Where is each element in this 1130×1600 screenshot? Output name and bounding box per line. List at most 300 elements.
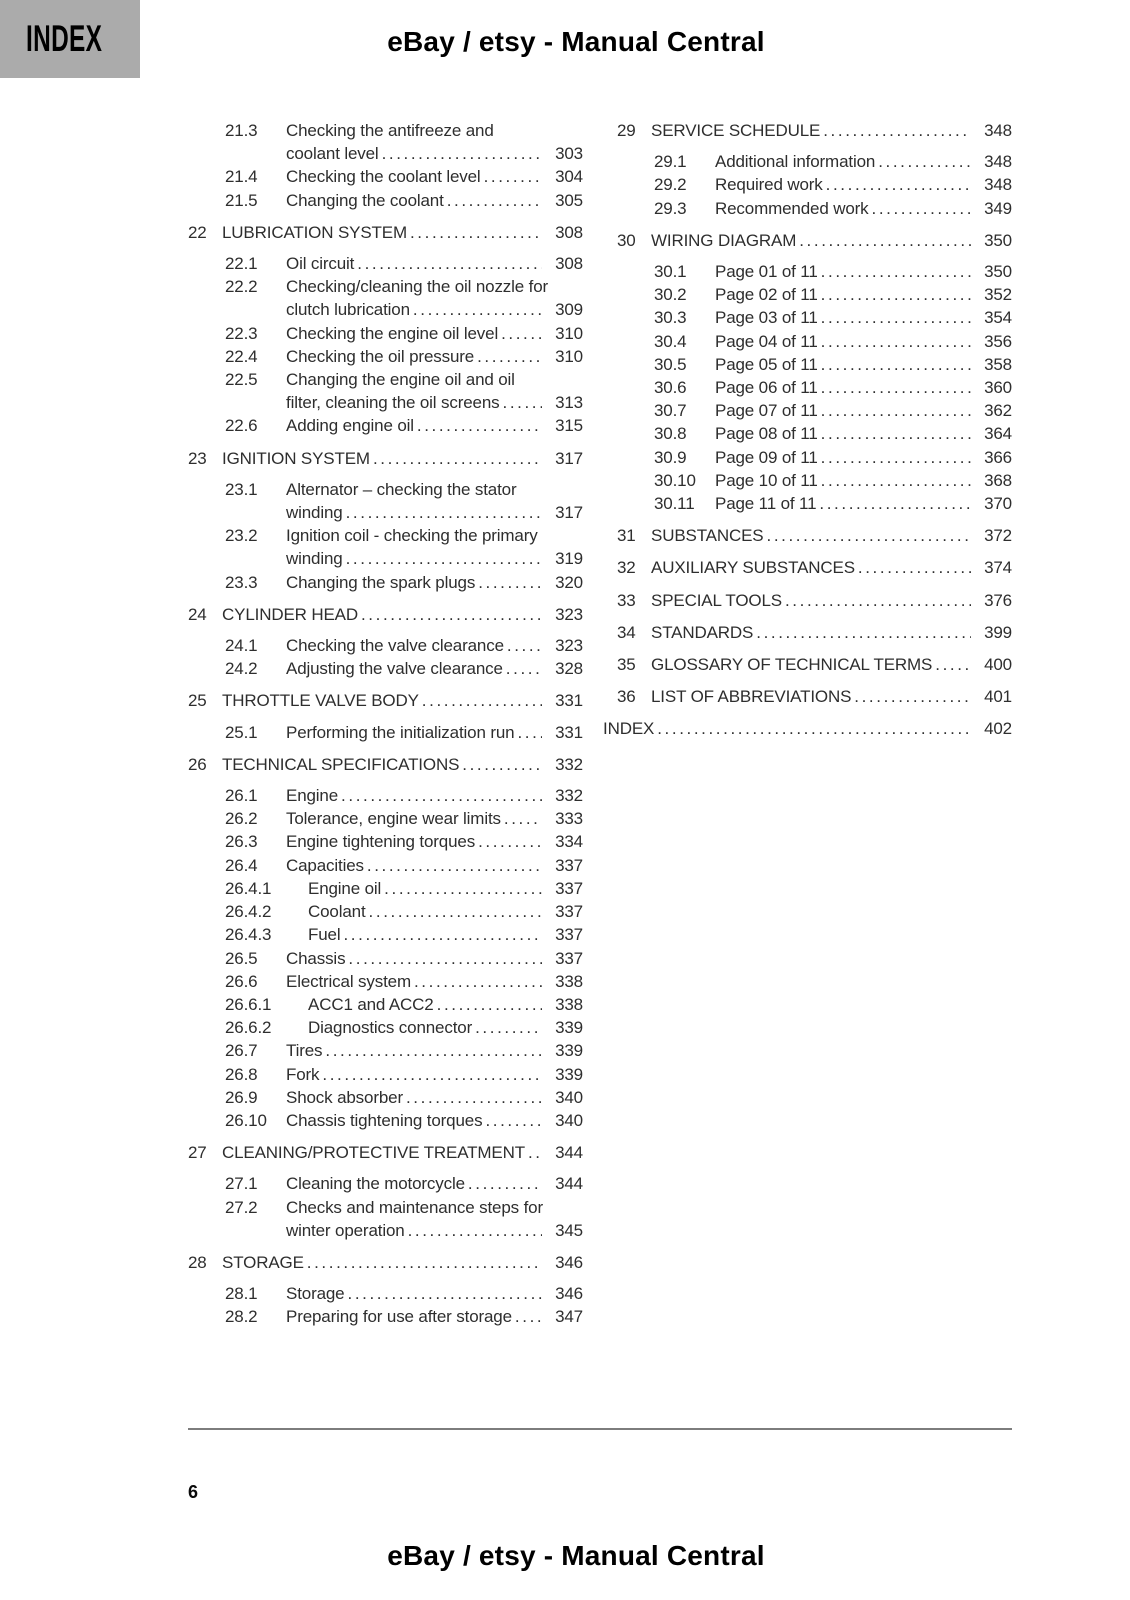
toc-entry	[225, 830, 583, 853]
toc-entry-title: TECHNICAL SPECIFICATIONS	[222, 754, 460, 774]
toc-entry-title: Tires	[286, 1041, 323, 1061]
toc-entry-page: 346	[555, 1252, 583, 1272]
toc-entry	[654, 492, 1012, 515]
toc-entry-number: 26.4.1	[225, 878, 272, 898]
toc-entry-number: 32	[617, 558, 636, 578]
dot-leader	[341, 784, 542, 807]
toc-entry	[188, 753, 583, 776]
toc-entry-number: 24.1	[225, 636, 258, 656]
toc-entry-page: 310	[555, 346, 583, 366]
toc-entry-number: 30.11	[654, 494, 695, 514]
toc-entry-page: 400	[984, 655, 1012, 675]
toc-entry	[617, 556, 1012, 579]
toc-entry	[225, 970, 583, 993]
dot-leader	[819, 492, 971, 515]
toc-entry-page: 331	[555, 691, 583, 711]
toc-entry	[617, 119, 1012, 142]
toc-entry-page: 338	[555, 994, 583, 1014]
dot-leader	[406, 1086, 542, 1109]
footer-divider	[188, 1428, 1012, 1430]
toc-entry-number: 25	[188, 691, 207, 711]
toc-entry-number: 26.5	[225, 948, 258, 968]
toc-entry-title: Page 07 of 11	[715, 401, 818, 421]
toc-entry-title: INDEX	[603, 719, 655, 739]
toc-entry-page: 348	[984, 175, 1012, 195]
toc-entry	[188, 447, 583, 470]
toc-entry-title: Page 03 of 11	[715, 308, 818, 328]
toc-entry	[188, 221, 583, 244]
toc-entry-page: 315	[555, 416, 583, 436]
toc-entry-title: coolant level	[286, 144, 379, 164]
toc-entry-title: Chassis tightening torques	[286, 1110, 483, 1130]
toc-entry-title: Page 11 of 11	[715, 494, 817, 514]
toc-entry-title: Page 01 of 11	[715, 262, 818, 282]
toc-entry-number: 26.10	[225, 1110, 267, 1130]
toc-entry-title: Preparing for use after storage	[286, 1307, 512, 1327]
toc-entry	[654, 173, 1012, 196]
toc-entry	[225, 119, 583, 165]
toc-entry	[225, 900, 583, 923]
toc-entry-page: 401	[984, 687, 1012, 707]
toc-entry	[654, 283, 1012, 306]
toc-entry-number: 30.5	[654, 354, 687, 374]
toc-entry	[225, 993, 583, 1016]
toc-entry-page: 364	[984, 424, 1012, 444]
toc-entry-number: 26	[188, 754, 207, 774]
toc-entry	[225, 854, 583, 877]
dot-leader	[826, 173, 971, 196]
toc-entry-page: 350	[984, 262, 1012, 282]
toc-entry	[225, 1063, 583, 1086]
toc-entry-title: Storage	[286, 1284, 345, 1304]
toc-entry	[617, 524, 1012, 547]
dot-leader	[785, 589, 971, 612]
toc-entry-title: THROTTLE VALVE BODY	[222, 691, 419, 711]
toc-entry-number: 23	[188, 448, 207, 468]
toc-entry-number: 26.1	[225, 786, 258, 806]
toc-entry-number: 30.8	[654, 424, 687, 444]
toc-entry-page: 331	[555, 722, 583, 742]
toc-entry-title: Engine	[286, 786, 339, 806]
toc-entry-number: 22.3	[225, 323, 258, 343]
toc-entry	[654, 399, 1012, 422]
toc-entry-number: 30.1	[654, 262, 687, 282]
toc-entry	[225, 634, 583, 657]
toc-entry-page: 310	[555, 323, 583, 343]
toc-entry-page: 304	[555, 167, 583, 187]
toc-entry	[225, 1086, 583, 1109]
toc-entry-number: 26.3	[225, 832, 258, 852]
toc-entry-title: SPECIAL TOOLS	[651, 590, 782, 610]
toc-entry-title: Performing the initialization run	[286, 722, 515, 742]
toc-entry-number: 22	[188, 222, 207, 242]
toc-column	[603, 119, 1012, 1329]
toc-entry-title: Page 08 of 11	[715, 424, 818, 444]
toc-entry-number: 26.6	[225, 971, 258, 991]
toc-entry-number: 30.2	[654, 285, 687, 305]
dot-leader	[478, 830, 542, 853]
toc-entry	[617, 229, 1012, 252]
toc-entry-title: clutch lubrication	[286, 300, 410, 320]
toc-entry-title: Checking the antifreeze and	[286, 121, 494, 140]
dot-leader	[485, 1109, 542, 1132]
toc-entry-title: STORAGE	[222, 1252, 304, 1272]
toc-entry-title: Page 09 of 11	[715, 447, 818, 467]
toc-entry	[225, 1016, 583, 1039]
toc-entry-number: 36	[617, 687, 636, 707]
toc-entry-number: 23.3	[225, 572, 258, 592]
footer-title: eBay / etsy - Manual Central	[387, 1540, 765, 1571]
toc-entry-title: Page 04 of 11	[715, 331, 818, 351]
toc-entry-number: 22.1	[225, 254, 258, 274]
toc-entry	[617, 653, 1012, 676]
toc-entry	[654, 446, 1012, 469]
toc-entry-title: Required work	[715, 175, 823, 195]
dot-leader	[935, 653, 971, 676]
toc-entry-page: 339	[555, 1018, 583, 1038]
toc-entry-number: 22.5	[225, 370, 258, 390]
toc-entry	[225, 189, 583, 212]
toc-entry-title: Oil circuit	[286, 254, 355, 274]
dot-leader	[821, 353, 971, 376]
dot-leader	[821, 399, 971, 422]
toc-entry-page: 374	[984, 558, 1012, 578]
toc-entry-title: Checking the valve clearance	[286, 636, 504, 656]
dot-leader	[382, 142, 542, 165]
toc-entry-title: CLEANING/PROTECTIVE TREATMENT	[222, 1143, 525, 1163]
toc-entry-title: Changing the spark plugs	[286, 572, 476, 592]
toc-entry-number: 26.2	[225, 809, 258, 829]
dot-leader	[346, 547, 542, 570]
dot-leader	[821, 306, 971, 329]
dot-leader	[515, 1305, 542, 1328]
toc-entry	[654, 197, 1012, 220]
dot-leader	[343, 923, 542, 946]
toc-entry-page: 333	[555, 809, 583, 829]
toc-entry	[654, 330, 1012, 353]
toc-entry	[188, 1141, 583, 1164]
dot-leader	[506, 657, 542, 680]
toc-entry	[225, 1039, 583, 1062]
toc-entry-title: Fuel	[308, 925, 341, 945]
toc-entry-title: Page 02 of 11	[715, 285, 818, 305]
toc-entry	[617, 589, 1012, 612]
toc-entry-number: 29.1	[654, 152, 687, 172]
dot-leader	[468, 1172, 542, 1195]
toc-entry-number: 23.2	[225, 526, 258, 546]
toc-entry-page: 337	[555, 878, 583, 898]
toc-entry-title: Page 06 of 11	[715, 378, 818, 398]
toc-entry-page: 340	[555, 1110, 583, 1130]
toc-entry	[225, 1282, 583, 1305]
toc-entry-title: winding	[286, 549, 343, 569]
toc-entry	[225, 275, 583, 321]
toc-entry	[225, 252, 583, 275]
toc-entry-title: winding	[286, 503, 343, 523]
toc-entry-page: 309	[555, 300, 583, 320]
toc-entry	[225, 807, 583, 830]
dot-leader	[517, 721, 542, 744]
toc-entry-page: 372	[984, 526, 1012, 546]
toc-entry-page: 399	[984, 622, 1012, 642]
dot-leader	[799, 229, 971, 252]
toc-entry-number: 26.8	[225, 1064, 258, 1084]
toc-entry-number: 30.6	[654, 378, 687, 398]
toc-entry-number: 26.9	[225, 1087, 258, 1107]
toc-entry-page: 305	[555, 190, 583, 210]
dot-leader	[322, 1063, 542, 1086]
toc-entry-title: Diagnostics connector	[308, 1018, 473, 1038]
dot-leader	[346, 501, 542, 524]
toc-entry-title: Chassis	[286, 948, 346, 968]
toc-entry-number: 26.4.3	[225, 925, 272, 945]
toc-entry	[225, 1172, 583, 1195]
toc-entry-title: Cleaning the motorcycle	[286, 1174, 465, 1194]
toc-entry-number: 28.2	[225, 1307, 258, 1327]
toc-entry-page: 334	[555, 832, 583, 852]
toc-entry	[225, 322, 583, 345]
toc-entry-page: 339	[555, 1064, 583, 1084]
dot-leader	[504, 807, 542, 830]
toc-entry-title: Changing the coolant	[286, 190, 444, 210]
dot-leader	[348, 1282, 543, 1305]
toc-entry	[225, 657, 583, 680]
dot-leader	[422, 689, 542, 712]
toc-entry-title: STANDARDS	[651, 622, 754, 642]
dot-leader	[854, 685, 971, 708]
toc-entry	[654, 376, 1012, 399]
toc-entry	[654, 260, 1012, 283]
toc-entry-number: 30.7	[654, 401, 687, 421]
toc-entry-page: 362	[984, 401, 1012, 421]
toc-entry-title: SUBSTANCES	[651, 526, 764, 546]
toc-entry-number: 23.1	[225, 479, 258, 499]
dot-leader	[484, 165, 542, 188]
toc-entry	[188, 1251, 583, 1274]
dot-leader	[501, 322, 542, 345]
toc-entry	[225, 947, 583, 970]
dot-leader	[367, 854, 542, 877]
dot-leader	[821, 376, 971, 399]
toc-entry-number: 26.4.2	[225, 902, 272, 922]
toc-entry-title: Alternator – checking the stator	[286, 479, 517, 499]
toc-entry-title: Ignition coil - checking the primary	[286, 526, 538, 546]
dot-leader	[413, 298, 542, 321]
index-tab-label: INDEX	[26, 18, 103, 59]
toc-entry-title: SERVICE SCHEDULE	[651, 121, 821, 140]
toc-entry-page: 308	[555, 222, 583, 242]
dot-leader	[410, 221, 542, 244]
toc-entry-title: Shock absorber	[286, 1087, 403, 1107]
page-number: 6	[188, 1482, 199, 1502]
toc-entry-page: 346	[555, 1284, 583, 1304]
toc-entry-title: filter, cleaning the oil screens	[286, 393, 500, 413]
toc-entry-page: 368	[984, 470, 1012, 490]
dot-leader	[437, 993, 542, 1016]
toc-entry-page: 402	[984, 719, 1012, 739]
dot-leader	[414, 970, 542, 993]
toc-entry-number: 24.2	[225, 659, 258, 679]
toc-entry-page: 303	[555, 144, 583, 164]
toc-entry-page: 320	[555, 572, 583, 592]
toc-column	[188, 119, 583, 1329]
toc-entry-page: 350	[984, 230, 1012, 250]
toc-entry-number: 26.6.1	[225, 994, 272, 1014]
toc-entry	[188, 603, 583, 626]
toc-entry-title: Checking the coolant level	[286, 167, 481, 187]
toc-entry-title: Tolerance, engine wear limits	[286, 809, 501, 829]
dot-leader	[348, 947, 542, 970]
dot-leader	[878, 150, 971, 173]
toc-entry-number: 28.1	[225, 1284, 258, 1304]
toc-entry-number: 24	[188, 604, 207, 624]
dot-leader	[357, 252, 542, 275]
toc-entry-number: 22.4	[225, 346, 258, 366]
dot-leader	[872, 197, 972, 220]
toc-entry-number: 33	[617, 590, 636, 610]
toc-entry-page: 345	[555, 1220, 583, 1240]
toc-entry-title: Checks and maintenance steps for	[286, 1197, 543, 1217]
toc-entry-title: Coolant	[308, 902, 366, 922]
toc-entry-title: AUXILIARY SUBSTANCES	[651, 558, 855, 578]
dot-leader	[307, 1251, 542, 1274]
toc-entry-page: 339	[555, 1041, 583, 1061]
toc-entry-page: 337	[555, 855, 583, 875]
toc-entry-title: WIRING DIAGRAM	[651, 230, 797, 250]
toc-entry-title: Page 05 of 11	[715, 354, 818, 374]
toc-entry-title: Checking the oil pressure	[286, 346, 475, 366]
toc-entry-number: 25.1	[225, 722, 258, 742]
toc-entry-page: 317	[555, 503, 583, 523]
dot-leader	[821, 330, 971, 353]
toc-entry-title: CYLINDER HEAD	[222, 604, 358, 624]
dot-leader	[858, 556, 971, 579]
toc-entry-page: 348	[984, 152, 1012, 172]
toc-entry-title: GLOSSARY OF TECHNICAL TERMS	[651, 655, 933, 675]
toc-entry-number: 21.4	[225, 167, 258, 187]
dot-leader	[384, 877, 542, 900]
toc-entry-number: 30.4	[654, 331, 687, 351]
toc-entry-number: 29	[617, 121, 636, 140]
toc-entry-number: 34	[617, 622, 636, 642]
dot-leader	[408, 1219, 542, 1242]
toc-entry-page: 348	[984, 121, 1012, 140]
toc-entry-page: 323	[555, 636, 583, 656]
dot-leader	[462, 753, 542, 776]
toc-entry-title: winter operation	[286, 1220, 405, 1240]
dot-leader	[325, 1039, 542, 1062]
toc-entry-title: Adding engine oil	[286, 416, 414, 436]
toc-entry-number: 28	[188, 1252, 207, 1272]
toc-entry-page: 347	[555, 1307, 583, 1327]
dot-leader	[417, 414, 542, 437]
toc-entry	[225, 1196, 583, 1242]
toc-entry-number: 30	[617, 230, 636, 250]
toc-entry-title: Checking the engine oil level	[286, 323, 499, 343]
dot-leader	[767, 524, 972, 547]
toc-entry-page: 328	[555, 659, 583, 679]
toc-entry-page: 370	[984, 494, 1012, 514]
index-tab	[0, 0, 140, 78]
toc-entry-title: LIST OF ABBREVIATIONS	[651, 687, 852, 707]
dot-leader	[373, 447, 542, 470]
toc-entry	[225, 923, 583, 946]
toc-entry-page: 332	[555, 786, 583, 806]
toc-entry-title: Adjusting the valve clearance	[286, 659, 503, 679]
toc-entry-page: 337	[555, 902, 583, 922]
table-of-contents	[188, 119, 1012, 1329]
toc-entry	[225, 877, 583, 900]
toc-entry	[654, 353, 1012, 376]
toc-entry	[225, 368, 583, 414]
toc-entry-page: 366	[984, 447, 1012, 467]
toc-entry-page: 319	[555, 549, 583, 569]
toc-entry-number: 22.2	[225, 277, 258, 297]
toc-entry-number: 21.5	[225, 190, 258, 210]
dot-leader	[657, 717, 971, 740]
toc-entry	[225, 414, 583, 437]
toc-entry-title: Engine tightening torques	[286, 832, 476, 852]
toc-entry-title: IGNITION SYSTEM	[222, 448, 370, 468]
toc-entry-page: 354	[984, 308, 1012, 328]
toc-entry-number: 30.3	[654, 308, 687, 328]
toc-entry-title: Checking/cleaning the oil nozzle for	[286, 277, 549, 297]
toc-entry-number: 26.7	[225, 1041, 258, 1061]
dot-leader	[478, 571, 542, 594]
dot-leader	[477, 345, 542, 368]
toc-entry-page: 340	[555, 1087, 583, 1107]
toc-entry	[225, 524, 583, 570]
toc-entry-page: 352	[984, 285, 1012, 305]
toc-entry-page: 360	[984, 378, 1012, 398]
page-title: eBay / etsy - Manual Central	[387, 26, 765, 57]
toc-entry	[188, 689, 583, 712]
toc-entry	[617, 685, 1012, 708]
toc-entry	[225, 721, 583, 744]
dot-leader	[369, 900, 542, 923]
toc-entry-number: 26.6.2	[225, 1018, 272, 1038]
toc-entry-page: 313	[555, 393, 583, 413]
toc-entry-page: 317	[555, 448, 583, 468]
toc-entry	[225, 165, 583, 188]
dot-leader	[507, 634, 542, 657]
toc-entry-page: 323	[555, 604, 583, 624]
toc-entry-title: Recommended work	[715, 198, 869, 218]
toc-entry	[654, 422, 1012, 445]
toc-entry-number: 26.4	[225, 855, 258, 875]
toc-entry-page: 344	[555, 1174, 583, 1194]
toc-entry-page: 356	[984, 331, 1012, 351]
dot-leader	[475, 1016, 542, 1039]
toc-entry-title: Page 10 of 11	[715, 470, 818, 490]
dot-leader	[447, 189, 542, 212]
toc-entry-number: 29.3	[654, 198, 687, 218]
dot-leader	[821, 446, 971, 469]
toc-entry-page: 358	[984, 354, 1012, 374]
toc-entry-number: 31	[617, 526, 636, 546]
toc-entry	[654, 469, 1012, 492]
toc-entry	[603, 717, 1012, 740]
toc-entry-number: 27.2	[225, 1197, 258, 1217]
toc-entry	[225, 345, 583, 368]
toc-entry-title: Engine oil	[308, 878, 382, 898]
dot-leader	[503, 391, 543, 414]
toc-entry-number: 21.3	[225, 121, 258, 140]
toc-entry-page: 338	[555, 971, 583, 991]
dot-leader	[821, 283, 971, 306]
toc-entry	[225, 478, 583, 524]
toc-entry	[654, 150, 1012, 173]
